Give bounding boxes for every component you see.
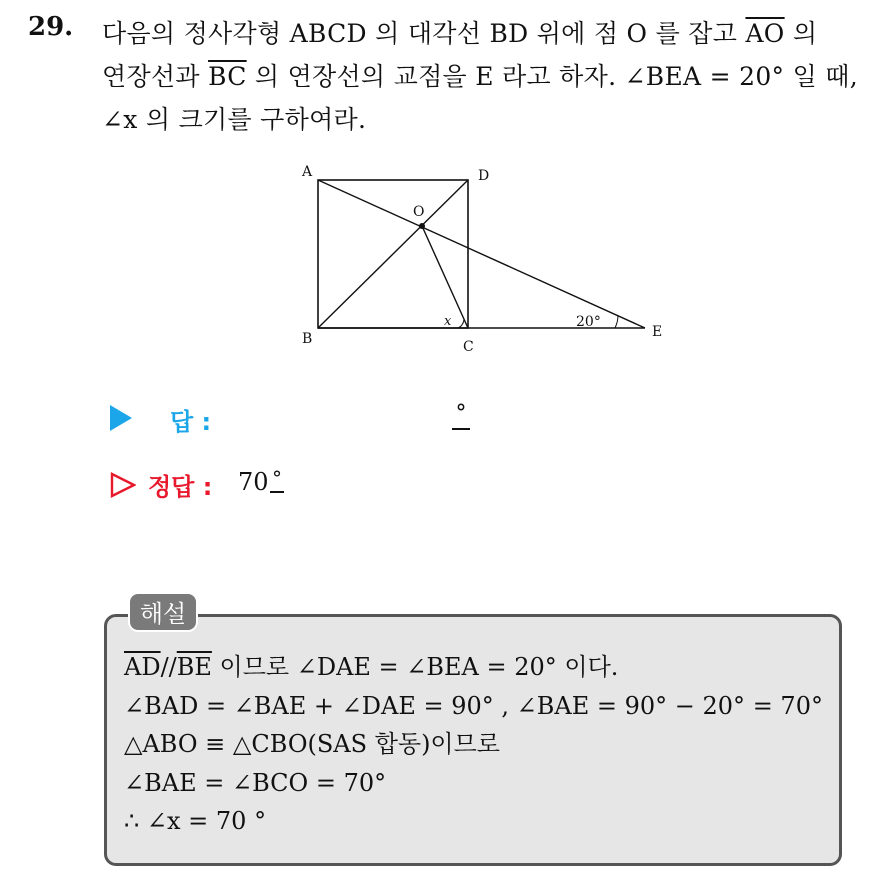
angle-x-arc (458, 319, 464, 328)
point-o (419, 223, 425, 229)
answer-triangle-icon (110, 405, 132, 431)
segment-be: $\overline{BE}$ (176, 653, 212, 681)
parallel-symbol: // (160, 653, 177, 681)
segment-ad: $\overline{AD}$ (124, 653, 161, 681)
solution-line-4: ∠BAE = ∠BCO = 70° (124, 768, 387, 797)
problem-number: 29. (28, 12, 74, 42)
problem-line-1-pre: 다음의 정사각형 ABCD 의 대각선 BD 위에 점 O 를 잡고 (102, 19, 746, 48)
answer-row (110, 400, 610, 440)
solution-content (124, 648, 824, 841)
correct-triangle-icon (110, 472, 136, 498)
solution-line-3: △ABO ≡ △CBO(SAS 합동)이므로 (124, 730, 500, 758)
problem-line-1-post: 의 (784, 19, 818, 48)
problem-text (102, 12, 882, 141)
answer-label: 답 : (170, 408, 212, 436)
label-c: C (463, 339, 474, 355)
solution-line-2: ∠BAD = ∠BAE + ∠DAE = 90° , ∠BAE = 90° − 20° = 70° (124, 691, 823, 720)
answer-blank[interactable]: ° (452, 400, 470, 430)
correct-answer-value: 70 (238, 468, 269, 496)
label-b: B (302, 331, 313, 347)
solution-tab: 해설 (128, 592, 198, 632)
problem-line-1 (102, 12, 882, 55)
angle-e-arc (615, 315, 618, 328)
problem-line-3: ∠x 의 크기를 구하여라. (102, 105, 367, 134)
solution-line-1 (124, 648, 824, 687)
geometry-figure (290, 158, 680, 358)
correct-answer-row (110, 465, 610, 505)
geometry-svg (290, 158, 680, 358)
correct-answer-label: 정답 : (148, 473, 213, 501)
correct-answer-unit: ° (270, 465, 284, 493)
solution-line-1-post: 이므로 ∠DAE = ∠BEA = 20° 이다. (211, 653, 619, 681)
problem-line-2-pre: 연장선과 (102, 62, 209, 91)
label-angle-20: 20° (576, 314, 601, 330)
segment-bc: $\overline{BC}$ (208, 62, 247, 91)
segment-ao: $\overline{AO}$ (745, 19, 785, 48)
label-e: E (652, 324, 663, 340)
problem-line-2-post: 의 연장선의 교점을 E 라고 하자. ∠BEA = 20° 일 때, (246, 62, 858, 91)
label-d: D (478, 168, 490, 184)
solution-line-5: ∴ ∠x = 70 ° (124, 807, 267, 835)
label-angle-x: x (444, 314, 452, 329)
line-ae (318, 180, 645, 328)
label-a: A (302, 164, 313, 180)
segment-oc (422, 226, 468, 328)
diagonal-bd (318, 180, 468, 328)
problem-line-2 (102, 55, 882, 98)
label-o: O (413, 204, 425, 220)
